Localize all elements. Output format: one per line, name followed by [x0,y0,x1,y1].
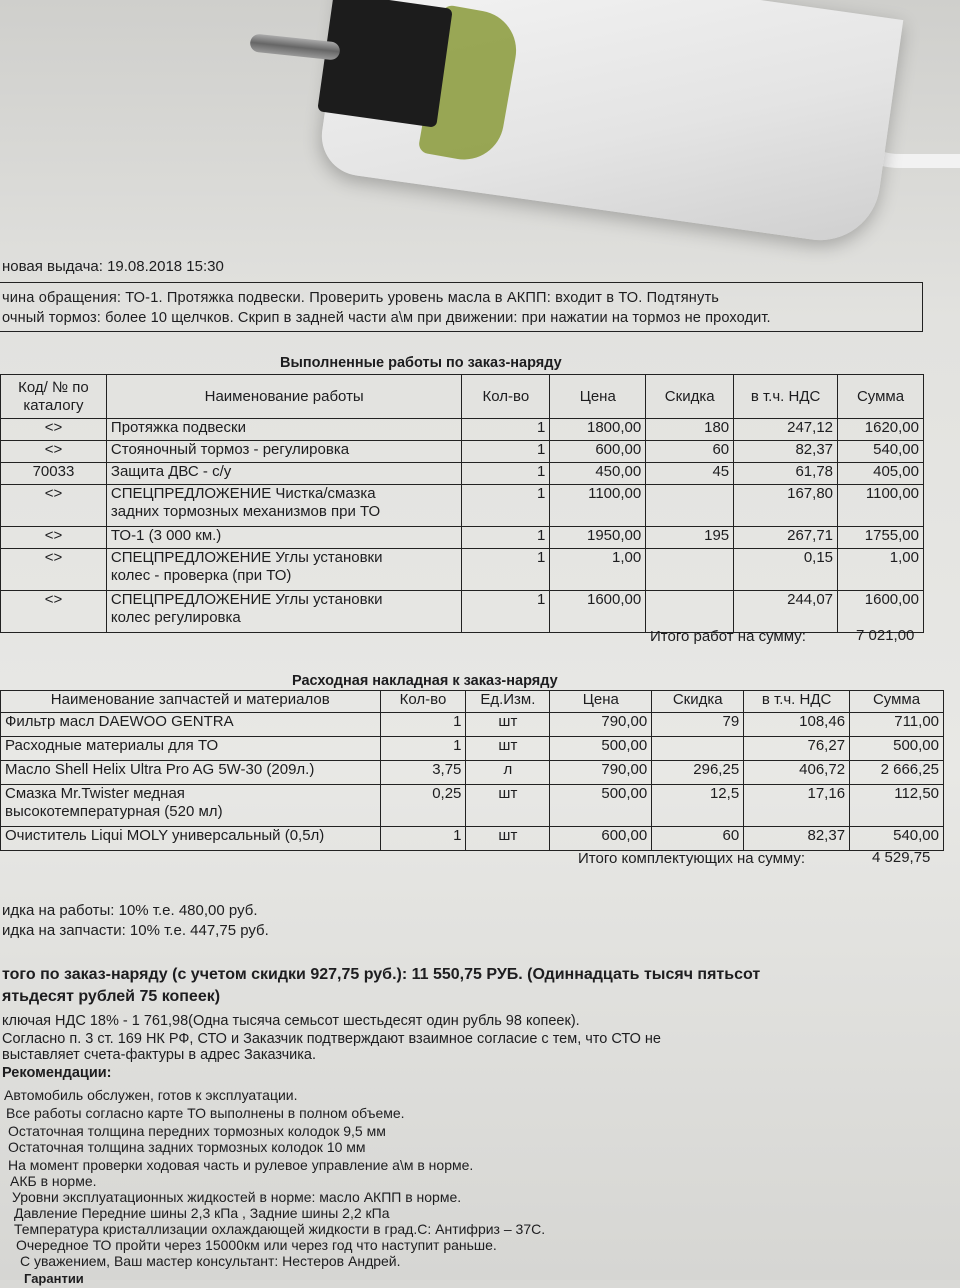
recommendations-title: Рекомендации: [2,1065,112,1081]
recommendation-item: Температура кристаллизации охлаждающей жидкости в град.С: Антифриз – 37С. [14,1221,546,1237]
row-name-2: высокотемпературная (520 мл) [5,803,223,820]
row-code: <> [1,441,107,463]
row-unit: шт [466,827,550,851]
row-code: <> [1,527,107,549]
recommendation-item: С уважением, Ваш мастер консультант: Нестеров Андрей. [20,1253,401,1269]
row-unit: шт [466,785,550,827]
row-qty: 1 [462,441,550,463]
row-vat: 61,78 [734,463,838,485]
row-vat: 76,27 [744,737,850,761]
row-name: Расходные материалы для ТО [1,737,381,761]
table-row [1,441,924,463]
row-sum: 711,00 [850,713,944,737]
col-code-2: каталогу [23,396,84,414]
discount-works: идка на работы: 10% т.е. 480,00 руб. [2,902,258,919]
row-price: 600,00 [550,441,646,463]
row-price: 1600,00 [550,591,646,633]
row-sum: 1600,00 [838,591,924,633]
recommendation-item: Остаточная толщина передних тормозных колодок 9,5 мм [8,1123,386,1139]
row-sum: 405,00 [838,463,924,485]
row-name-2: колес - проверка (при ТО) [110,567,292,584]
row-vat: 406,72 [744,761,850,785]
table-row [1,591,924,633]
table-row [1,761,944,785]
row-code: <> [1,591,107,633]
row-name: СПЕЦПРЕДЛОЖЕНИЕ Углы установки [110,549,383,566]
article-note-2: выставляет счета-фактуры в адрес Заказчика. [2,1047,316,1063]
row-unit: шт [466,737,550,761]
row-name: Защита ДВС - с/у [106,463,462,485]
row-name: Протяжка подвески [106,419,462,441]
recommendation-item: Давление Передние шины 2,3 кПа , Задние шины 2,2 кПа [14,1205,390,1221]
row-name-2: колес регулировка [110,609,241,626]
recommendation-item: АКБ в норме. [10,1173,97,1189]
reason-line-2: очный тормоз: более 10 щелчков. Скрип в задней части а\м при движении: при нажатии на тормоз не проходит. [2,310,771,326]
row-vat: 244,07 [734,591,838,633]
row-qty: 1 [462,485,550,527]
table-row [1,485,924,527]
discount-parts: идка на запчасти: 10% т.е. 447,75 руб. [2,922,269,939]
parts-table [0,690,944,851]
row-sum: 1755,00 [838,527,924,549]
row-vat: 247,12 [734,419,838,441]
row-qty: 1 [380,737,466,761]
row-qty: 1 [462,527,550,549]
row-sum: 2 666,25 [850,761,944,785]
row-price: 1950,00 [550,527,646,549]
row-discount: 180 [646,419,734,441]
col-code: Код/ № по [18,378,89,396]
row-sum: 112,50 [850,785,944,827]
row-vat: 82,37 [734,441,838,463]
row-name: Очиститель Liqui MOLY универсальный (0,5л) [1,827,381,851]
reason-line-1: чина обращения: ТО-1. Протяжка подвески. Проверить уровень масла в АКПП: входит в ТО. Подтянуть [2,290,720,306]
row-name: Фильтр масл DAEWOO GENTRA [1,713,381,737]
works-total-label: Итого работ на сумму: [650,628,806,645]
col-unit: Ед.Изм. [466,691,550,713]
col-price: Цена [550,375,646,419]
row-unit: л [466,761,550,785]
col-sum: Сумма [850,691,944,713]
works-header-row [1,375,924,419]
col-vat: в т.ч. НДС [744,691,850,713]
row-vat: 108,46 [744,713,850,737]
row-price: 1800,00 [550,419,646,441]
col-vat: в т.ч. НДС [734,375,838,419]
row-price: 600,00 [550,827,652,851]
row-price: 500,00 [550,785,652,827]
parts-header-row [1,691,944,713]
row-qty: 1 [462,419,550,441]
col-discount: Скидка [652,691,744,713]
table-row [1,463,924,485]
col-sum: Сумма [838,375,924,419]
row-price: 790,00 [550,713,652,737]
row-vat: 82,37 [744,827,850,851]
col-price: Цена [550,691,652,713]
row-discount [646,591,734,633]
row-discount: 195 [646,527,734,549]
table-row [1,737,944,761]
row-name-2: задних тормозных механизмов при ТО [110,503,381,520]
row-vat: 17,16 [744,785,850,827]
row-name: СПЕЦПРЕДЛОЖЕНИЕ Углы установки [110,591,383,608]
row-qty: 0,25 [380,785,466,827]
issue-date-line: новая выдача: 19.08.2018 15:30 [2,258,224,275]
parts-total-value: 4 529,75 [872,849,931,866]
table-row [1,827,944,851]
col-part-name: Наименование запчастей и материалов [1,691,381,713]
works-table [0,374,924,633]
row-sum: 1620,00 [838,419,924,441]
row-unit: шт [466,713,550,737]
col-qty: Кол-во [462,375,550,419]
col-name: Наименование работы [106,375,462,419]
charger-plug [317,0,453,128]
row-name: Стояночный тормоз - регулировка [106,441,462,463]
parts-title: Расходная накладная к заказ-наряду [292,673,558,689]
col-discount: Скидка [646,375,734,419]
recommendation-item: Очередное ТО пройти через 15000км или через год что наступит раньше. [16,1237,497,1253]
table-row [1,713,944,737]
row-discount: 60 [652,827,744,851]
row-qty: 1 [380,827,466,851]
vat-note: ключая НДС 18% - 1 761,98(Одна тысяча семьсот шестьдесят один рубль 98 копеек). [2,1013,580,1029]
row-discount: 79 [652,713,744,737]
row-price: 790,00 [550,761,652,785]
row-sum: 540,00 [850,827,944,851]
row-qty: 1 [462,591,550,633]
recommendation-item: Все работы согласно карте ТО выполнены в полном объеме. [6,1105,405,1121]
row-qty: 1 [462,463,550,485]
row-price: 1100,00 [550,485,646,527]
row-code: 70033 [1,463,107,485]
row-code: <> [1,419,107,441]
row-discount: 296,25 [652,761,744,785]
recommendation-item: На момент проверки ходовая часть и рулевое управление а\м в норме. [8,1157,474,1173]
row-sum: 1100,00 [838,485,924,527]
row-sum: 1,00 [838,549,924,591]
table-row [1,549,924,591]
row-sum: 500,00 [850,737,944,761]
row-name: Смазка Mr.Twister медная [5,785,185,802]
row-price: 500,00 [550,737,652,761]
row-discount [652,737,744,761]
row-vat: 267,71 [734,527,838,549]
recommendation-item: Уровни эксплуатационных жидкостей в норме: масло АКПП в норме. [12,1189,462,1205]
parts-total-label: Итого комплектующих на сумму: [578,850,806,867]
row-name: СПЕЦПРЕДЛОЖЕНИЕ Чистка/смазка [110,485,376,502]
row-price: 450,00 [550,463,646,485]
row-vat: 167,80 [734,485,838,527]
row-discount: 12,5 [652,785,744,827]
row-discount: 60 [646,441,734,463]
row-sum: 540,00 [838,441,924,463]
grand-total-line-2: ятьдесят рублей 75 копеек) [2,988,221,1005]
row-price: 1,00 [550,549,646,591]
row-name: ТО-1 (3 000 км.) [106,527,462,549]
row-qty: 3,75 [380,761,466,785]
table-row [1,527,924,549]
row-qty: 1 [462,549,550,591]
row-code: <> [1,549,107,591]
works-title: Выполненные работы по заказ-наряду [280,355,562,371]
grand-total-line-1: того по заказ-наряду (с учетом скидки 927,75 руб.): 11 550,75 РУБ. (Одиннадцать тысяч пятьсот [2,966,761,983]
row-qty: 1 [380,713,466,737]
col-qty: Кол-во [380,691,466,713]
row-vat: 0,15 [734,549,838,591]
works-total-value: 7 021,00 [856,627,915,644]
row-discount [646,549,734,591]
table-row [1,785,944,827]
row-code: <> [1,485,107,527]
recommendation-item: Автомобиль обслужен, готов к эксплуатации. [4,1087,298,1103]
table-row [1,419,924,441]
article-note-1: Согласно п. 3 ст. 169 НК РФ, СТО и Заказчик подтверждают взаимное согласие с тем, что СТО не [2,1031,661,1047]
row-name: Масло Shell Helix Ultra Pro AG 5W-30 (209л.) [1,761,381,785]
row-discount: 45 [646,463,734,485]
warranty-title: Гарантии [24,1271,84,1286]
recommendation-item: Остаточная толщина задних тормозных колодок 10 мм [8,1139,366,1155]
row-discount [646,485,734,527]
